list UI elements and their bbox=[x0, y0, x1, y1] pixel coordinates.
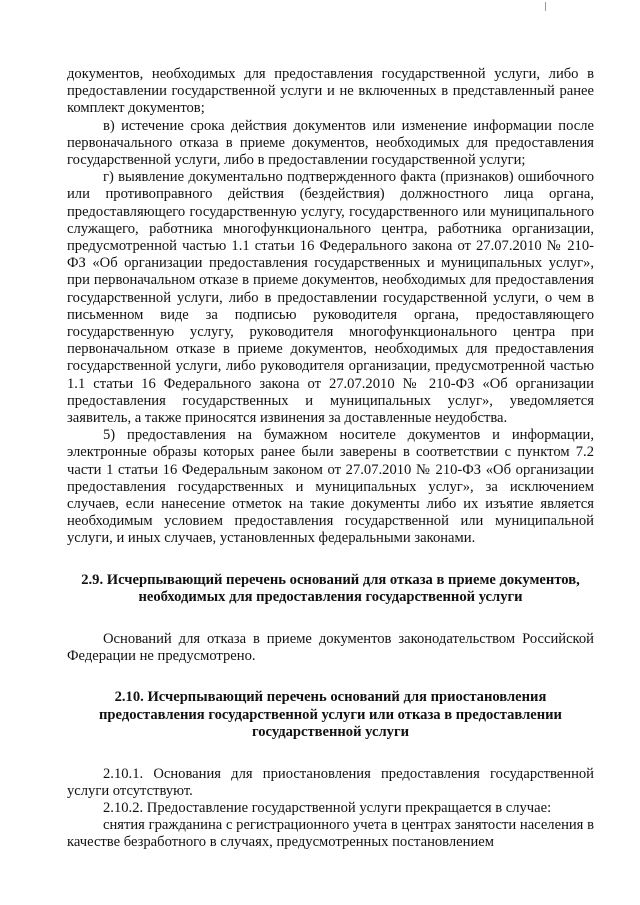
paragraph-2-10-2-case: снятия гражданина с регистрационного учета в центрах занятости населения в качестве безработного в случаях, предусмотренных постановлением bbox=[67, 817, 594, 851]
spacer bbox=[67, 607, 594, 631]
document-page bbox=[67, 66, 594, 852]
section-heading-2-10: 2.10. Исчерпывающий перечень оснований для приостановления предоставления государственной услуги или отказа в предоставлении государственной услуги bbox=[99, 689, 562, 741]
paragraph-2-10-2: 2.10.2. Предоставление государственной услуги прекращается в случае: bbox=[103, 800, 552, 816]
paragraph-item-5: 5) предоставления на бумажном носителе документов и информации, электронные образы которых ранее были заверены в соответствии с пунктом 7.2 части 1 статьи 16 Федеральным законом от 27.07.2010 № 210-ФЗ «Об организации предоставления государственных и муниципальных услуг», за исключением случаев, если нанесение отметок на такие документы либо их изъятие является необходимым условием предоставления государственной или муниципальной услуги, и иных случаев, установленных федеральными законами. bbox=[67, 427, 594, 547]
section-heading-2-9: 2.9. Исчерпывающий перечень оснований для отказа в приеме документов, необходимых для предоставления государственной услуги bbox=[81, 571, 580, 606]
paragraph-item-g: г) выявление документально подтвержденного факта (признаков) ошибочного или противоправного действия (бездействия) должностного лица органа, предоставляющего государственную услугу, государственного или муниципального служащего, работника многофункционального центра, работника организации, предусмотренной частью 1.1 статьи 16 Федерального закона от 27.07.2010 № 210-ФЗ «Об организации предоставления государственных и муниципальных услуг», при первоначальном отказе в приеме документов, необходимых для предоставления государственной услуги, либо в предоставлении государственной услуги, о чем в письменном виде за подписью руководителя органа, предоставляющего государственную услугу, руководителя многофункционального центра при первоначальном отказе в приеме документов, необходимых для предоставления государственной услуги, либо руководителя организации, предусмотренной частью 1.1 статьи 16 Федерального закона от 27.07.2010 № 210-ФЗ «Об организации предоставления государственных и муниципальных услуг», уведомляется заявитель, а также приносятся извинения за доставленные неудобства. bbox=[67, 169, 594, 427]
paragraph-item-v: в) истечение срока действия документов или изменение информации после первоначального отказа в приеме документов, необходимых для предоставления государственной услуги, либо в предоставлении государственной услуги; bbox=[67, 117, 594, 169]
spacer bbox=[67, 548, 594, 572]
section-2-9-body: Оснований для отказа в приеме документов законодательством Российской Федерации не предусмотрено. bbox=[67, 630, 594, 664]
spacer bbox=[67, 665, 594, 689]
scan-mark bbox=[545, 2, 546, 11]
spacer bbox=[67, 742, 594, 766]
paragraph-2-10-1: 2.10.1. Основания для приостановления предоставления государственной услуги отсутствуют. bbox=[67, 765, 594, 799]
paragraph-continuation: документов, необходимых для предоставления государственной услуги, либо в предоставлении государственной услуги и не включенных в представленный ранее комплект документов; bbox=[67, 66, 594, 117]
